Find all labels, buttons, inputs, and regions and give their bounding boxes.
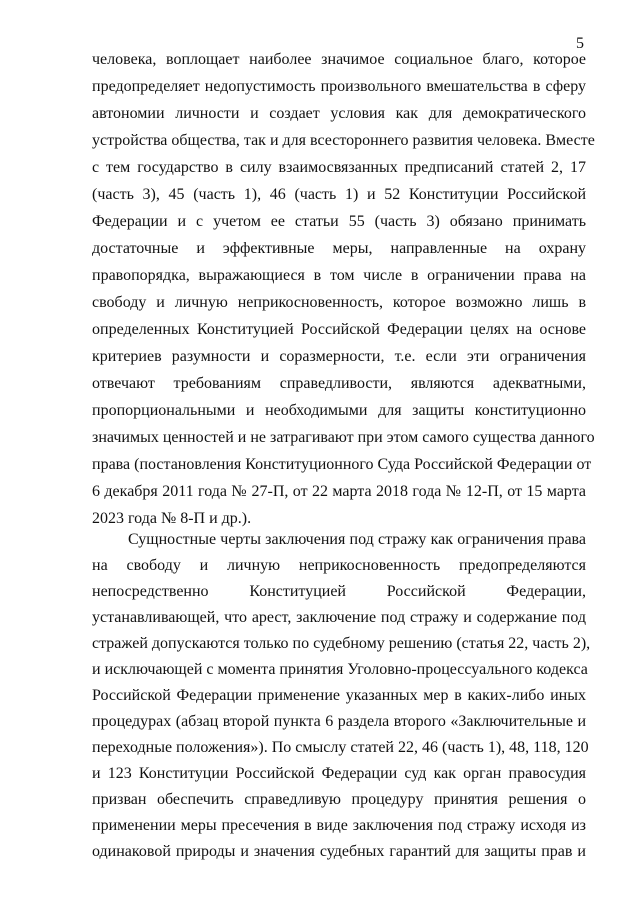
text-line: права (постановления Конституционного Суда Российской Федерации от	[92, 456, 592, 473]
text-line: Российской Федерации применение указанных мер в каких-либо иных	[92, 687, 586, 704]
text-line: применении меры пресечения в виде заключения под стражу исходя из	[92, 817, 586, 834]
text-line: устройства общества, так и для всестороннего развития человека. Вместе	[92, 132, 595, 149]
text-line: непосредственно Конституцией Российской Федерации,	[92, 583, 586, 600]
text-line: (часть 3), 45 (часть 1), 46 (часть 1) и 52 Конституции Российской	[92, 186, 586, 203]
text-line: одинаковой природы и значения судебных гарантий для защиты прав и	[92, 843, 586, 860]
text-line: человека, воплощает наиболее значимое социальное благо, которое	[92, 51, 586, 68]
text-line: правопорядка, выражающиеся в том числе в ограничении права на	[92, 267, 586, 284]
text-line: свободу и личную неприкосновенность, которое возможно лишь в	[92, 294, 586, 311]
text-line: 6 декабря 2011 года № 27-П, от 22 марта 2018 года № 12-П, от 15 марта	[92, 483, 586, 500]
paragraph-2	[92, 527, 591, 865]
text-line: критериев разумности и соразмерности, т.е. если эти ограничения	[92, 348, 586, 365]
text-line: стражей допускаются только по судебному решению (статья 22, часть 2),	[92, 635, 591, 652]
page-number: 5	[576, 35, 584, 52]
text-line: на свободу и личную неприкосновенность предопределяются	[92, 557, 586, 574]
text-line: Сущностные черты заключения под стражу как ограничения права	[128, 531, 586, 548]
paragraph-1	[92, 46, 595, 532]
text-line: пропорциональными и необходимыми для защиты конституционно	[92, 402, 586, 419]
text-line: достаточные и эффективные меры, направленные на охрану	[92, 240, 586, 257]
text-line: отвечают требованиям справедливости, являются адекватными,	[92, 375, 586, 392]
text-line: Федерации и с учетом ее статьи 55 (часть 3) обязано принимать	[92, 213, 586, 230]
text-line: с тем государство в силу взаимосвязанных предписаний статей 2, 17	[92, 159, 586, 176]
text-line: значимых ценностей и не затрагивают при этом самого существа данного	[92, 429, 595, 446]
text-line: автономии личности и создает условия как для демократического	[92, 105, 586, 122]
text-line: 2023 года № 8-П и др.).	[92, 510, 252, 527]
text-line: процедурах (абзац второй пункта 6 раздела второго «Заключительные и	[92, 713, 586, 730]
text-line: переходные положения»). По смыслу статей 22, 46 (часть 1), 48, 118, 120	[92, 739, 589, 756]
text-line: призван обеспечить справедливую процедуру принятия решения о	[92, 791, 586, 808]
text-line: устанавливающей, что арест, заключение под стражу и содержание под	[92, 609, 586, 626]
text-line: и 123 Конституции Российской Федерации суд как орган правосудия	[92, 765, 586, 782]
text-line: и исключающей с момента принятия Уголовно-процессуального кодекса	[92, 661, 588, 678]
text-line: определенных Конституцией Российской Федерации целях на основе	[92, 321, 586, 338]
text-line: предопределяет недопустимость произвольного вмешательства в сферу	[92, 78, 586, 95]
